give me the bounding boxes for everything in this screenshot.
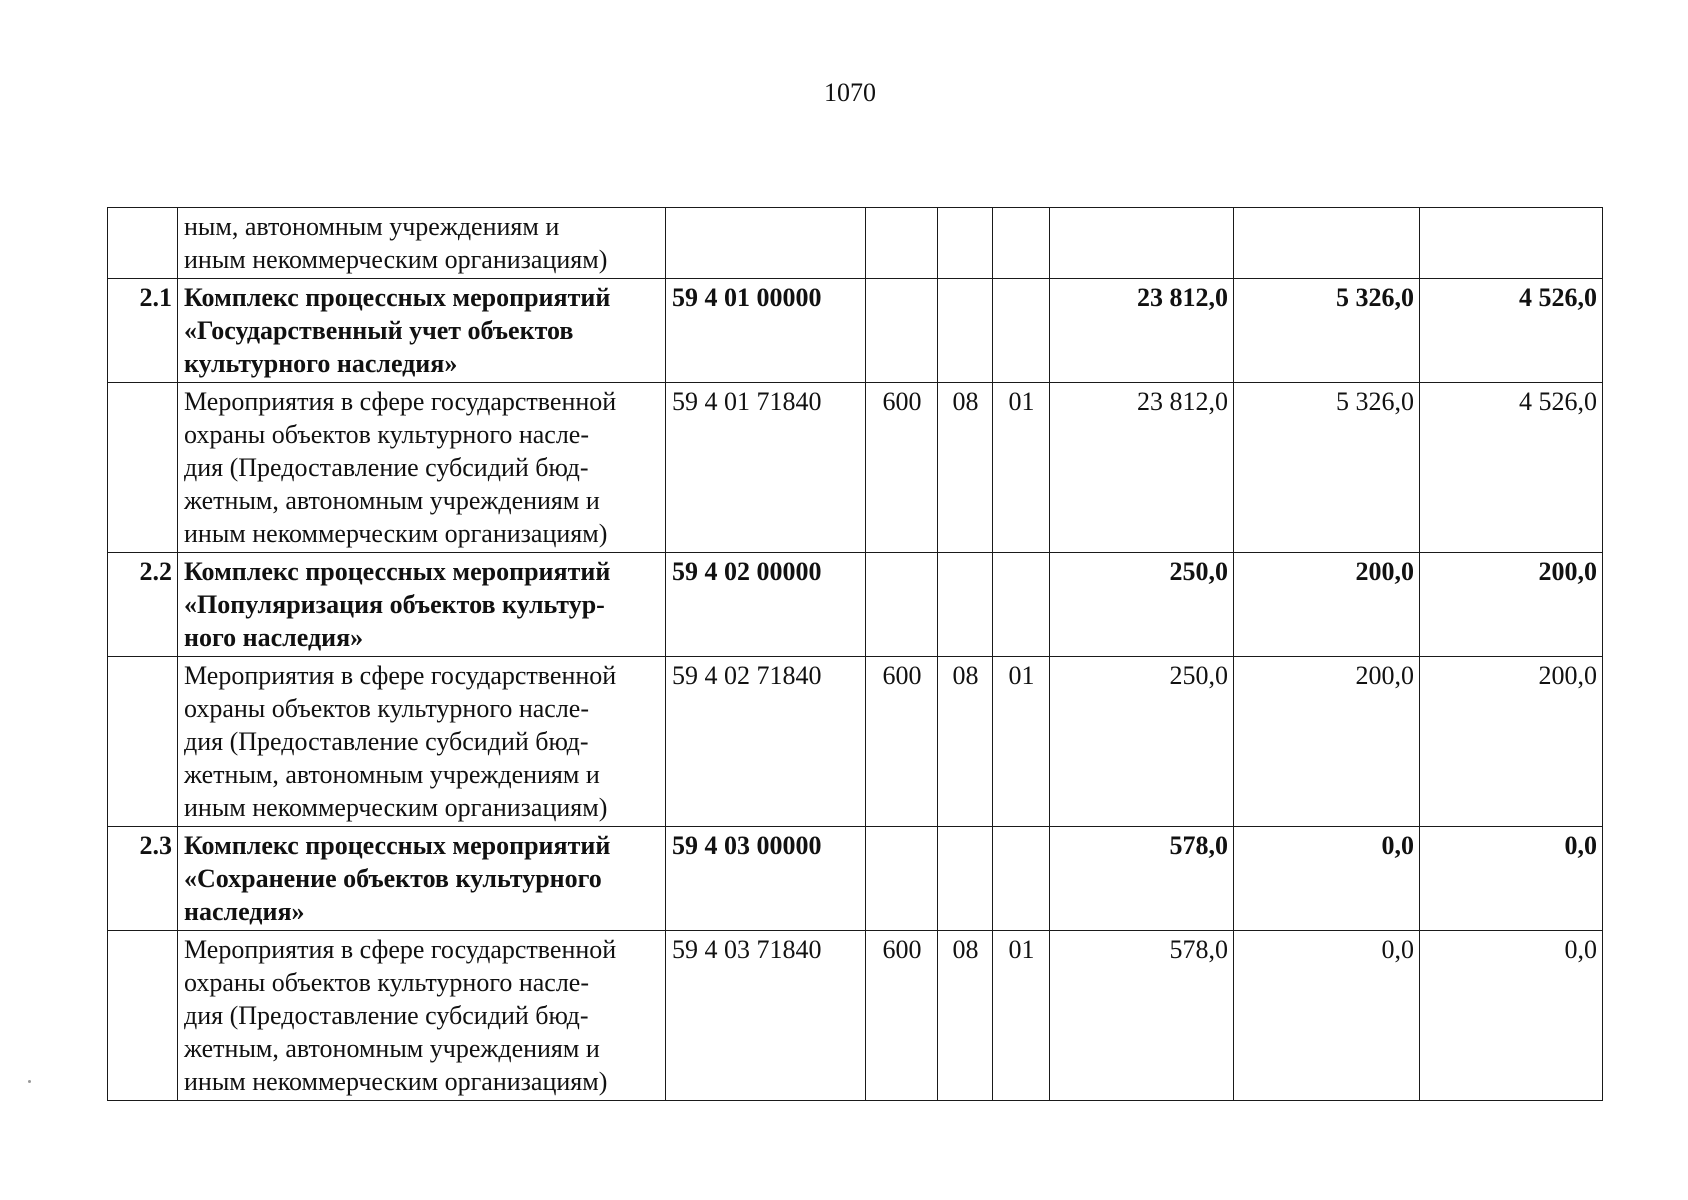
- table-row: [108, 657, 1603, 827]
- subsection-cell: [993, 279, 1050, 383]
- description-line: Комплекс процессных мероприятий: [184, 831, 611, 860]
- description-line: охраны объектов культурного насле-: [184, 420, 590, 449]
- description-line: жетным, автономным учреждениям и: [184, 760, 600, 789]
- table-row: [108, 931, 1603, 1101]
- amount-year-3-cell: 4 526,0: [1420, 383, 1603, 553]
- description-line: ным, автономным учреждениям и: [184, 212, 560, 241]
- table-row: [108, 553, 1603, 657]
- description-cell: [178, 553, 666, 657]
- description-line: наследия»: [184, 897, 305, 926]
- amount-year-2-cell: 5 326,0: [1234, 383, 1420, 553]
- description-line: иным некоммерческим организациям): [184, 519, 608, 548]
- amount-year-3-cell: 0,0: [1420, 827, 1603, 931]
- section-cell: [938, 553, 993, 657]
- amount-year-3-cell: [1420, 208, 1603, 279]
- section-cell: 08: [938, 931, 993, 1101]
- section-cell: 08: [938, 383, 993, 553]
- subsection-cell: 01: [993, 931, 1050, 1101]
- description-cell: [178, 931, 666, 1101]
- description-cell: [178, 827, 666, 931]
- amount-year-2-cell: 5 326,0: [1234, 279, 1420, 383]
- amount-year-3-cell: 200,0: [1420, 657, 1603, 827]
- amount-year-1-cell: 23 812,0: [1050, 279, 1234, 383]
- target-article-cell: [666, 208, 866, 279]
- amount-year-2-cell: 0,0: [1234, 827, 1420, 931]
- target-article-cell: 59 4 03 71840: [666, 931, 866, 1101]
- budget-table: [107, 207, 1603, 1101]
- description-line: иным некоммерческим организациям): [184, 1067, 608, 1096]
- row-number-cell: 2.3: [108, 827, 178, 931]
- description-line: жетным, автономным учреждениям и: [184, 486, 600, 515]
- amount-year-2-cell: 200,0: [1234, 657, 1420, 827]
- description-cell: [178, 657, 666, 827]
- description-line: Мероприятия в сфере государственной: [184, 935, 617, 964]
- description-line: дия (Предоставление субсидий бюд-: [184, 1001, 589, 1030]
- table-row: [108, 383, 1603, 553]
- target-article-cell: 59 4 01 71840: [666, 383, 866, 553]
- description-line: иным некоммерческим организациям): [184, 245, 608, 274]
- expense-type-cell: 600: [866, 657, 938, 827]
- amount-year-2-cell: 200,0: [1234, 553, 1420, 657]
- section-cell: [938, 279, 993, 383]
- description-cell: [178, 279, 666, 383]
- description-line: Мероприятия в сфере государственной: [184, 387, 617, 416]
- amount-year-1-cell: 578,0: [1050, 827, 1234, 931]
- subsection-cell: [993, 208, 1050, 279]
- description-line: «Сохранение объектов культурного: [184, 864, 602, 893]
- row-number-cell: [108, 657, 178, 827]
- amount-year-1-cell: 578,0: [1050, 931, 1234, 1101]
- expense-type-cell: 600: [866, 383, 938, 553]
- table-row: [108, 827, 1603, 931]
- description-line: охраны объектов культурного насле-: [184, 968, 590, 997]
- row-number-cell: [108, 208, 178, 279]
- description-line: жетным, автономным учреждениям и: [184, 1034, 600, 1063]
- amount-year-2-cell: 0,0: [1234, 931, 1420, 1101]
- subsection-cell: [993, 827, 1050, 931]
- amount-year-1-cell: 23 812,0: [1050, 383, 1234, 553]
- amount-year-1-cell: [1050, 208, 1234, 279]
- expense-type-cell: [866, 553, 938, 657]
- page-number: 1070: [824, 78, 876, 107]
- subsection-cell: [993, 553, 1050, 657]
- row-number-cell: 2.1: [108, 279, 178, 383]
- table-row: [108, 208, 1603, 279]
- section-cell: [938, 827, 993, 931]
- section-cell: [938, 208, 993, 279]
- amount-year-1-cell: 250,0: [1050, 657, 1234, 827]
- amount-year-3-cell: 200,0: [1420, 553, 1603, 657]
- description-line: Комплекс процессных мероприятий: [184, 557, 611, 586]
- subsection-cell: 01: [993, 383, 1050, 553]
- amount-year-2-cell: [1234, 208, 1420, 279]
- expense-type-cell: [866, 279, 938, 383]
- expense-type-cell: [866, 208, 938, 279]
- section-cell: 08: [938, 657, 993, 827]
- description-cell: [178, 208, 666, 279]
- target-article-cell: 59 4 02 71840: [666, 657, 866, 827]
- description-line: культурного наследия»: [184, 349, 458, 378]
- target-article-cell: 59 4 02 00000: [666, 553, 866, 657]
- amount-year-3-cell: 0,0: [1420, 931, 1603, 1101]
- description-line: дия (Предоставление субсидий бюд-: [184, 453, 589, 482]
- description-line: дия (Предоставление субсидий бюд-: [184, 727, 589, 756]
- amount-year-3-cell: 4 526,0: [1420, 279, 1603, 383]
- description-line: Комплекс процессных мероприятий: [184, 283, 611, 312]
- expense-type-cell: [866, 827, 938, 931]
- row-number-cell: [108, 931, 178, 1101]
- description-line: «Государственный учет объектов: [184, 316, 574, 345]
- description-line: ного наследия»: [184, 623, 364, 652]
- row-number-cell: [108, 383, 178, 553]
- row-number-cell: 2.2: [108, 553, 178, 657]
- description-line: охраны объектов культурного насле-: [184, 694, 590, 723]
- subsection-cell: 01: [993, 657, 1050, 827]
- table-row: [108, 279, 1603, 383]
- scan-speck: [28, 1080, 31, 1083]
- target-article-cell: 59 4 03 00000: [666, 827, 866, 931]
- description-line: «Популяризация объектов культур-: [184, 590, 605, 619]
- description-cell: [178, 383, 666, 553]
- table-body: [108, 208, 1603, 1101]
- amount-year-1-cell: 250,0: [1050, 553, 1234, 657]
- description-line: Мероприятия в сфере государственной: [184, 661, 617, 690]
- description-line: иным некоммерческим организациям): [184, 793, 608, 822]
- target-article-cell: 59 4 01 00000: [666, 279, 866, 383]
- expense-type-cell: 600: [866, 931, 938, 1101]
